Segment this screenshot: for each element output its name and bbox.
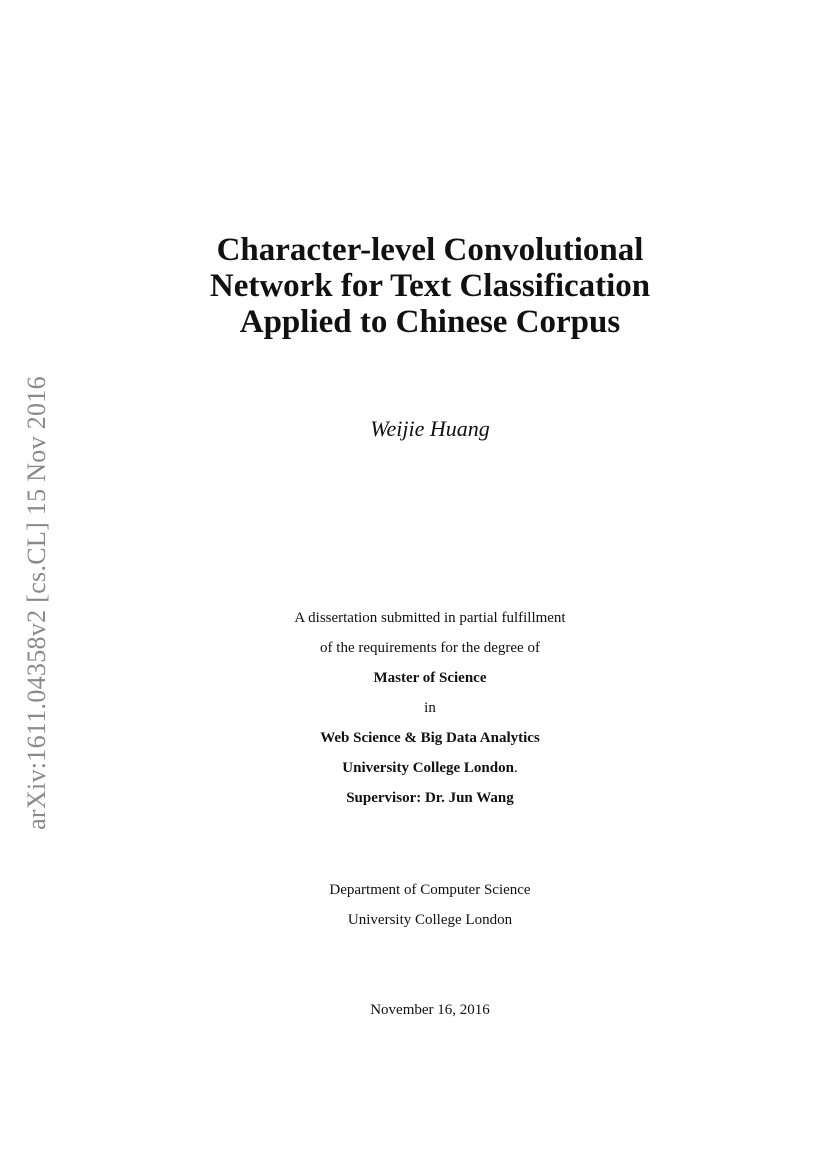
statement-in: in [424, 700, 436, 716]
statement-line-2: of the requirements for the degree of [320, 640, 540, 656]
title-line-3: Applied to Chinese Corpus [239, 304, 621, 340]
statement-line-1: A dissertation submitted in partial fulfillment [294, 610, 566, 626]
arxiv-identifier-stamp: arXiv:1611.04358v2 [cs.CL] 15 Nov 2016 [22, 376, 51, 830]
dissertation-statement [130, 606, 730, 816]
document-title [130, 232, 730, 340]
department-name: Department of Computer Science [329, 882, 531, 898]
university-name: University College London [342, 760, 514, 776]
department-university: University College London [347, 912, 513, 928]
university-punctuation: . [513, 760, 518, 776]
university-line [130, 756, 730, 786]
author-name: Weijie Huang [370, 416, 490, 441]
title-line-2: Network for Text Classification [209, 268, 651, 304]
department-block [130, 878, 730, 938]
program-name: Web Science & Big Data Analytics [320, 730, 540, 746]
degree-name: Master of Science [373, 670, 487, 686]
title-line-1: Character-level Convolutional [216, 232, 644, 268]
submission-date: November 16, 2016 [370, 1002, 490, 1018]
supervisor-line: Supervisor: Dr. Jun Wang [346, 790, 514, 806]
